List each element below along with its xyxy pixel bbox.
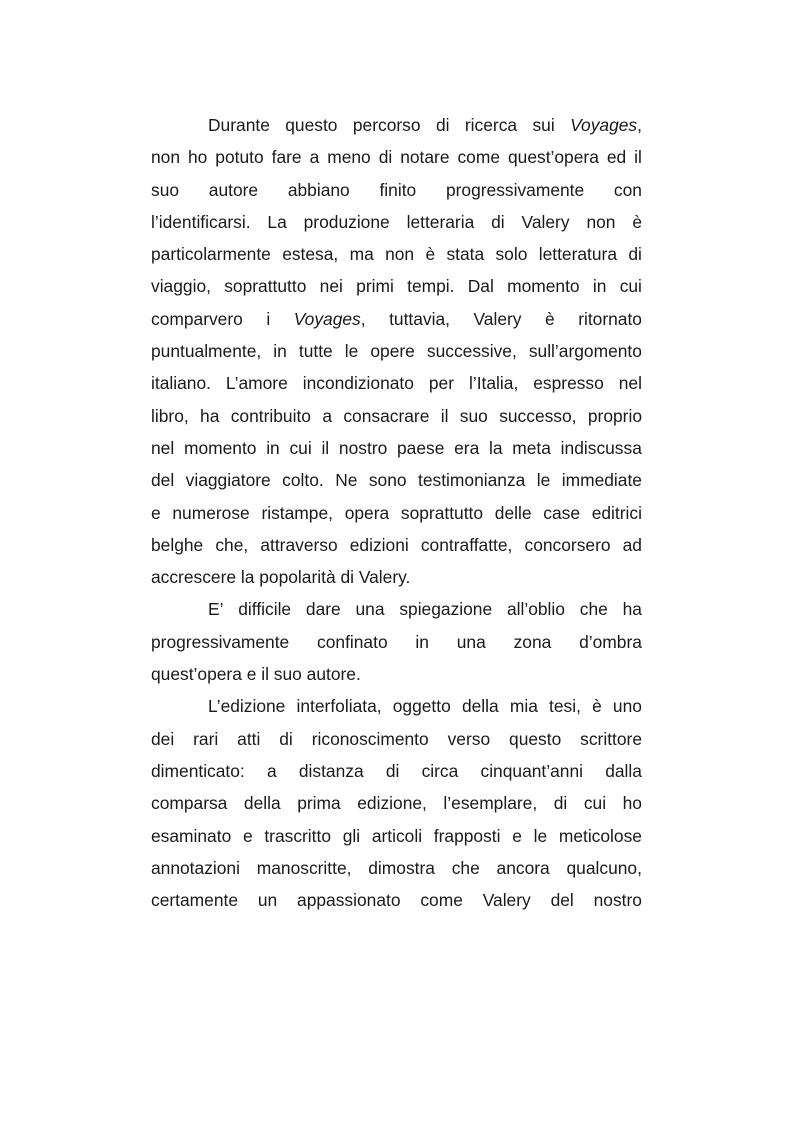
word: scrittore [580, 728, 642, 749]
word: di [385, 760, 400, 781]
word: le [533, 825, 548, 846]
word: è [545, 308, 555, 329]
word: consacrare [343, 405, 430, 426]
word: cui [583, 793, 607, 814]
word: ho [187, 147, 208, 168]
word: non [586, 211, 616, 232]
word: tuttavia, [389, 308, 450, 329]
word: ritornato [578, 308, 642, 329]
word: contraffatte, [420, 534, 513, 555]
word: immediate [561, 470, 642, 491]
word: in [266, 437, 280, 458]
word: puntualmente, [151, 341, 262, 362]
text-line [151, 787, 642, 819]
word: ha [200, 405, 220, 426]
word: zona [513, 631, 552, 652]
word: l’Italia, [468, 373, 519, 394]
word: edizioni [349, 534, 409, 555]
word: cui [619, 276, 642, 297]
word: viaggiatore [185, 470, 271, 491]
word: case [543, 502, 580, 523]
word: interfoliata, [296, 696, 382, 717]
word: in [415, 631, 429, 652]
word: una [355, 599, 385, 620]
word: contribuito [230, 405, 311, 426]
word: tutte [298, 341, 333, 362]
text-line [151, 109, 642, 141]
word: cinquant’anni [480, 760, 583, 781]
word: frapposti [433, 825, 501, 846]
text-line [151, 174, 642, 206]
word: primi [356, 276, 394, 297]
text-line [151, 852, 642, 884]
word: meno [327, 147, 371, 168]
word: del [151, 470, 175, 491]
word: come [457, 147, 501, 168]
word: testimonianza [418, 470, 526, 491]
word: difficile [238, 599, 292, 620]
word: meta [512, 437, 551, 458]
word: stata [446, 244, 485, 265]
word: ancora [496, 857, 550, 878]
word: Voyages, [570, 115, 642, 135]
word: Valery [473, 308, 522, 329]
word: atti [237, 728, 261, 749]
word: esaminato [151, 825, 232, 846]
word: suo [459, 405, 488, 426]
word: soprattutto [224, 276, 307, 297]
word: estesa, [282, 244, 339, 265]
text-line [151, 432, 642, 464]
text-line-last: quest’opera e il suo autore. [151, 664, 361, 685]
word: espresso [533, 373, 604, 394]
word: le [536, 470, 551, 491]
text-line [151, 303, 642, 335]
word: sono [368, 470, 407, 491]
word: che [579, 599, 608, 620]
text-line [151, 884, 642, 916]
text-line [151, 820, 642, 852]
word: articoli [371, 825, 423, 846]
word: per [428, 373, 455, 394]
word: a [309, 147, 320, 168]
word: dare [305, 599, 341, 620]
word: i [266, 308, 271, 329]
word: qualcuno, [566, 857, 642, 878]
word: di [628, 244, 642, 265]
word: dimostra [368, 857, 435, 878]
word: tesi, [549, 696, 581, 717]
word: questo [509, 728, 562, 749]
word: era [454, 437, 480, 458]
word: successive, [426, 341, 517, 362]
word: è [632, 211, 642, 232]
word: ha [622, 599, 642, 620]
text-line [151, 367, 642, 399]
word: annotazioni [151, 857, 240, 878]
word: libro, [151, 405, 189, 426]
word: riconoscimento [311, 728, 429, 749]
word: attraverso [260, 534, 338, 555]
word: questo [285, 115, 338, 135]
word: viaggio, [151, 276, 211, 297]
word: L’edizione [208, 696, 286, 717]
word: solo [495, 244, 528, 265]
word: che [451, 857, 480, 878]
word: soprattutto [400, 502, 484, 523]
word: distanza [298, 760, 364, 781]
word: opera [344, 502, 390, 523]
word: e [151, 502, 161, 523]
word: delle [494, 502, 532, 523]
word: dalla [605, 760, 642, 781]
word: all’oblio [506, 599, 565, 620]
word: paese [396, 437, 445, 458]
word: letteraria [406, 211, 475, 232]
word: colto. [282, 470, 324, 491]
word: trascritto [264, 825, 332, 846]
word: proprio [587, 405, 642, 426]
word: italiano. [151, 373, 211, 394]
word: fare [271, 147, 302, 168]
word: progressivamente [151, 631, 290, 652]
word: prima [297, 793, 341, 814]
word: rari [193, 728, 219, 749]
word: con [613, 179, 642, 200]
word: meticolose [558, 825, 642, 846]
word: come [420, 890, 463, 911]
word: e [242, 825, 253, 846]
word: circa [421, 760, 459, 781]
word: in [273, 341, 287, 362]
text-line-last: accrescere la popolarità di Valery. [151, 567, 411, 588]
word: ma [349, 244, 374, 265]
word: di [553, 793, 568, 814]
word: indiscussa [560, 437, 642, 458]
word: le [344, 341, 359, 362]
word: il [321, 437, 330, 458]
word: quest’opera [507, 147, 599, 168]
word: di [279, 728, 293, 749]
word: cui [289, 437, 312, 458]
word: una [456, 631, 486, 652]
word: nostro [593, 890, 642, 911]
word: Durante [208, 115, 270, 135]
word: ristampe, [261, 502, 333, 523]
text-line [151, 141, 642, 173]
word: l’esemplare, [443, 793, 538, 814]
word: momento [183, 437, 257, 458]
word: ad [622, 534, 642, 555]
word: il [634, 147, 642, 168]
word: E’ [208, 599, 224, 620]
body-text [151, 109, 642, 916]
word: e [512, 825, 522, 846]
word: L’amore [225, 373, 288, 394]
word: comparvero [151, 308, 243, 329]
word: belghe [151, 534, 204, 555]
word: notare [400, 147, 450, 168]
word: potuto [215, 147, 264, 168]
word: abbiano [287, 179, 350, 200]
text-line [151, 270, 642, 302]
word: nel [618, 373, 642, 394]
word: appassionato [297, 890, 401, 911]
text-line [151, 755, 642, 787]
word: momento [507, 276, 580, 297]
text-line [151, 335, 642, 367]
word: oggetto [392, 696, 451, 717]
word: del [550, 890, 574, 911]
word: non [385, 244, 415, 265]
word: edizione, [357, 793, 427, 814]
word: Valery [521, 211, 570, 232]
word: gli [342, 825, 361, 846]
word: dimenticato: [151, 760, 245, 781]
word: sull’argomento [528, 341, 642, 362]
word: della [461, 696, 499, 717]
word: autore [208, 179, 259, 200]
word: a [322, 405, 332, 426]
word: l’identificarsi. [151, 211, 251, 232]
word: percorso [352, 115, 421, 135]
word: Voyages, [293, 308, 366, 329]
word: incondizionato [302, 373, 414, 394]
word: letteratura [538, 244, 618, 265]
word: dei [151, 728, 175, 749]
text-line [151, 497, 642, 529]
word: mia [509, 696, 538, 717]
word: in [592, 276, 607, 297]
word: ricerca [464, 115, 518, 135]
text-line [151, 238, 642, 270]
word: editrici [591, 502, 642, 523]
word: di [435, 115, 450, 135]
word: spiegazione [399, 599, 493, 620]
word: è [425, 244, 436, 265]
word: della [243, 793, 281, 814]
word: numerose [172, 502, 250, 523]
word: il [440, 405, 449, 426]
word: è [592, 696, 602, 717]
word: ho [622, 793, 642, 814]
word: sui [532, 115, 555, 135]
word: un [257, 890, 278, 911]
word: la [488, 437, 503, 458]
word: La [267, 211, 287, 232]
word: d’ombra [579, 631, 642, 652]
word: nostro [338, 437, 388, 458]
word: successo, [499, 405, 577, 426]
word: certamente [151, 890, 238, 911]
word: particolarmente [151, 244, 271, 265]
word: concorsero [524, 534, 611, 555]
word: non [151, 147, 181, 168]
word: opere [370, 341, 415, 362]
word: manoscritte, [256, 857, 352, 878]
word: Ne [335, 470, 358, 491]
word: confinato [317, 631, 388, 652]
word: a [266, 760, 277, 781]
word: finito [379, 179, 417, 200]
word: ed [606, 147, 627, 168]
text-line [151, 529, 642, 561]
word: di [378, 147, 393, 168]
word: verso [447, 728, 491, 749]
text-line [151, 464, 642, 496]
text-line [151, 723, 642, 755]
word: tempi. [407, 276, 455, 297]
word: produzione [303, 211, 390, 232]
word: Valery [482, 890, 531, 911]
word: nei [319, 276, 343, 297]
word: suo [151, 179, 180, 200]
word: comparsa [151, 793, 228, 814]
word: uno [612, 696, 642, 717]
word: nel [151, 437, 175, 458]
word: Dal [467, 276, 494, 297]
text-line [151, 690, 642, 722]
text-line [151, 626, 642, 658]
word: progressivamente [445, 179, 585, 200]
word: che, [215, 534, 249, 555]
text-line [151, 400, 642, 432]
text-line [151, 206, 642, 238]
word: di [491, 211, 505, 232]
text-line [151, 593, 642, 625]
